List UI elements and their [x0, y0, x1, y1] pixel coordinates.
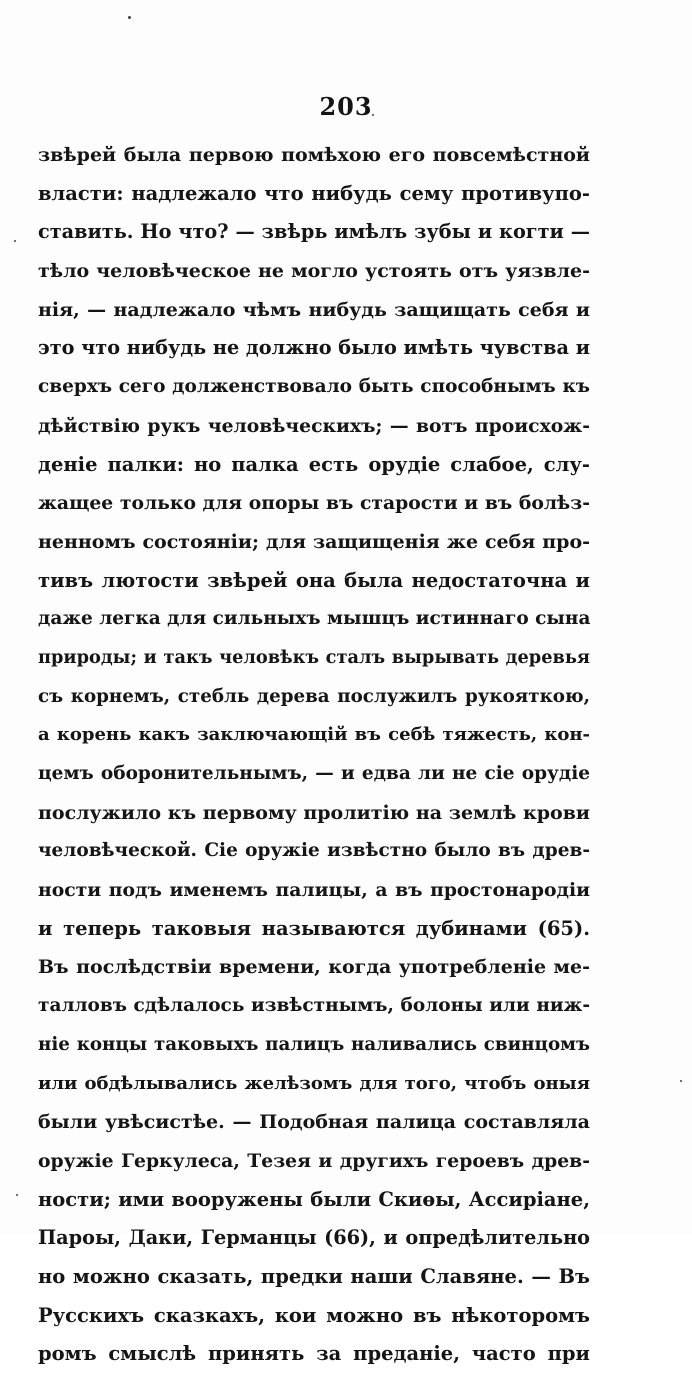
text-line: были увѣсистѣе. — Подобная палица составляла [38, 1111, 590, 1134]
text-line: дѣйствію рукъ человѣческихъ; — вотъ происхож- [38, 414, 590, 437]
text-line: талловъ сдѣлалось извѣстнымъ, болоны или ниж- [38, 995, 590, 1017]
text-line: Пароы, Даки, Германцы (66), и опредѣлительно [38, 1226, 590, 1250]
text-line: а корень какъ заключающій въ себѣ тяжесть, кон- [38, 724, 590, 746]
text-line: оружіе Геркулеса, Тезея и другихъ героевъ древ- [38, 1149, 590, 1172]
text-line: ненномъ состояніи; для защищенія же себя про- [38, 530, 590, 553]
text-line: сверхъ сего долженствовало быть способнымъ къ [38, 376, 590, 398]
text-line: ности; ими вооружены были Скиѳы, Ассиріане, [38, 1187, 590, 1211]
text-line: цемъ оборонительнымъ, — и едва ли не сіе орудіе [38, 763, 590, 784]
page-number: 203 [319, 92, 373, 121]
text-line: Русскихъ сказкахъ, кои можно въ нѣкоторомъ [38, 1303, 590, 1327]
ink-speck [128, 16, 131, 19]
ink-speck [680, 1080, 682, 1082]
text-line: жащее только для опоры въ старости и въ болѣз- [38, 492, 590, 515]
ink-speck [16, 1194, 18, 1196]
text-line: Въ послѣдствіи времени, когда употребленіе ме- [38, 956, 590, 979]
text-line: звѣрей была первою помѣхою его повсемѣстной [38, 144, 590, 166]
text-line: ности подъ именемъ палицы, а въ простонародіи [38, 879, 590, 902]
text-line: природы; и такъ человѣкъ сталъ вырывать деревья [38, 646, 590, 668]
text-line: даже легка для сильныхъ мышцъ истиннаго сына [38, 608, 591, 630]
body-text [38, 136, 590, 1374]
text-line: но можно сказать, предки наши Славяне. — Въ [38, 1264, 590, 1288]
text-line: человѣческой. Сіе оружіе извѣстно было въ древ- [38, 840, 590, 862]
text-line: тивъ лютости звѣрей она была недостаточна и [38, 568, 590, 592]
text-line: ромъ смыслѣ принять за преданіе, часто при [38, 1342, 590, 1366]
text-line: власти: надлежало что нибудь сему противупо- [38, 181, 590, 205]
ink-speck [14, 240, 16, 242]
text-line: это что нибудь не должно было имѣть чувства и [38, 336, 590, 360]
text-line: ставить. Но что? — звѣрь имѣлъ зубы и когти — [38, 220, 590, 244]
text-line: деніе палки: но палка есть орудіе слабое, слу- [38, 452, 590, 476]
text-line: тѣло человѣческое не могло устоять отъ уязвле- [38, 260, 590, 283]
text-line: нія, — надлежало чѣмъ нибудь защищать себя и [38, 298, 590, 321]
text-line: съ корнемъ, стебль дерева послужилъ рукояткою, [38, 685, 590, 707]
text-line: послужило къ первому пролитію на землѣ крови [38, 801, 590, 824]
text-line: и теперь таковыя называются дубинами (65). [38, 916, 590, 940]
text-line: ніе концы таковыхъ палицъ наливались свинцомъ [38, 1033, 590, 1055]
text-line: или обдѣлывались желѣзомъ для того, чтобъ оныя [38, 1072, 590, 1094]
